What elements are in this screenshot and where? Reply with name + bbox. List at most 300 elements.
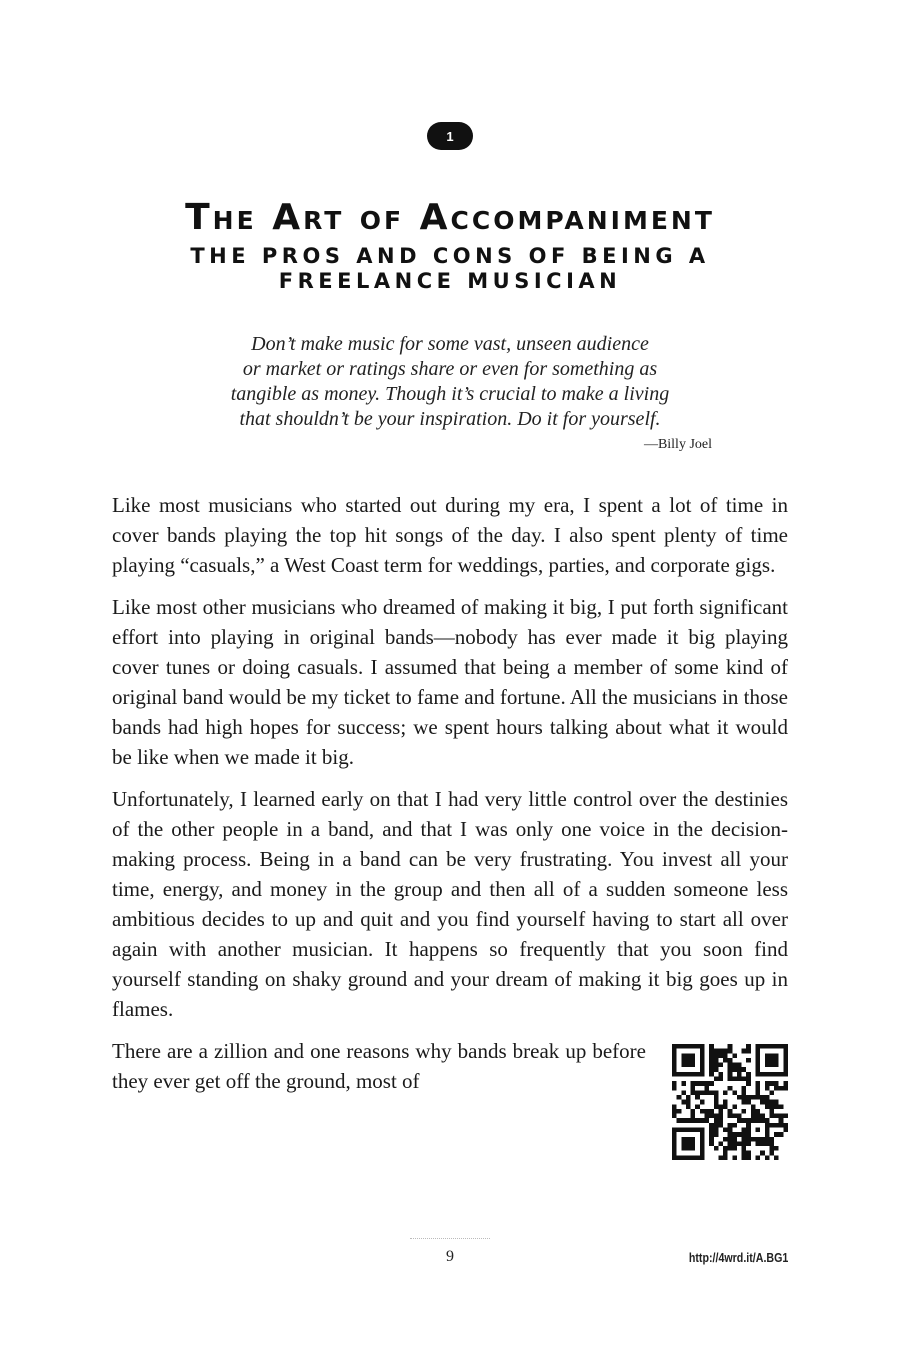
qr-module [756,1118,761,1123]
qr-module [774,1155,779,1160]
qr-module [686,1146,691,1151]
qr-module [732,1063,737,1068]
qr-module [732,1137,737,1142]
qr-module [691,1081,696,1086]
page-number: 9 [446,1248,454,1265]
qr-module [672,1151,677,1156]
qr-module [681,1081,686,1086]
qr-module [746,1132,751,1137]
qr-module [686,1053,691,1058]
qr-module [774,1123,779,1128]
qr-module [732,1053,737,1058]
qr-module [774,1114,779,1119]
qr-module [681,1146,686,1151]
chapter-body [112,490,788,1166]
qr-module [737,1095,742,1100]
qr-module [714,1090,719,1095]
qr-module [704,1109,709,1114]
qr-module [709,1058,714,1063]
qr-module [742,1146,747,1151]
qr-module [728,1072,733,1077]
qr-module [709,1063,714,1068]
qr-module [718,1053,723,1058]
qr-module [779,1118,784,1123]
qr-module [714,1100,719,1105]
qr-module [737,1132,742,1137]
qr-module [681,1053,686,1058]
qr-module [751,1109,756,1114]
qr-module [704,1090,709,1095]
qr-module [746,1076,751,1081]
qr-module [677,1155,682,1160]
qr-module [709,1081,714,1086]
qr-module [756,1053,761,1058]
qr-module [765,1132,770,1137]
qr-module [700,1063,705,1068]
epigraph-attribution: —Billy Joel [643,437,712,452]
qr-module [718,1104,723,1109]
qr-module [704,1081,709,1086]
qr-module [709,1072,714,1077]
epigraph-line: Don’t make music for some vast, unseen audience [251,333,649,355]
qr-module [691,1053,696,1058]
qr-module [695,1155,700,1160]
qr-code-icon[interactable] [672,1044,788,1160]
qr-module [783,1049,788,1054]
qr-module [783,1128,788,1133]
qr-module [760,1072,765,1077]
qr-module [704,1086,709,1091]
body-paragraph: Like most other musicians who dreamed of making it big, I put forth significant effort into playing in original bands—nobody has ever made it big playing cover tunes or doing casuals. I assumed that being a member of some kind of original band would be my ticket to fame and fortune. All the musicians in those bands had high hopes for success; we spent hours talking about what it would be like when we made it big. [112,595,788,769]
qr-module [686,1128,691,1133]
qr-module [672,1137,677,1142]
qr-module [732,1123,737,1128]
qr-module [769,1109,774,1114]
qr-module [709,1141,714,1146]
qr-module [700,1137,705,1142]
qr-module [765,1081,770,1086]
qr-module [709,1114,714,1119]
qr-module [686,1063,691,1068]
qr-module [691,1109,696,1114]
qr-module [742,1076,747,1081]
qr-module [681,1100,686,1105]
qr-module [774,1044,779,1049]
qr-module [677,1109,682,1114]
qr-module [691,1086,696,1091]
qr-module [769,1123,774,1128]
qr-module [746,1141,751,1146]
qr-module [718,1123,723,1128]
qr-module [714,1095,719,1100]
qr-module [672,1132,677,1137]
qr-module [742,1128,747,1133]
qr-module [783,1067,788,1072]
qr-module [779,1086,784,1091]
qr-module [672,1146,677,1151]
qr-module [742,1155,747,1160]
qr-module [760,1044,765,1049]
qr-module [714,1114,719,1119]
qr-module [681,1044,686,1049]
qr-module [691,1058,696,1063]
qr-module [737,1118,742,1123]
qr-module [769,1044,774,1049]
qr-module [672,1067,677,1072]
qr-module [728,1132,733,1137]
qr-module [718,1118,723,1123]
qr-module [691,1141,696,1146]
qr-module [756,1058,761,1063]
qr-module [695,1072,700,1077]
qr-module [695,1128,700,1133]
qr-module [769,1100,774,1105]
qr-module [709,1132,714,1137]
qr-module [774,1146,779,1151]
qr-module [718,1114,723,1119]
qr-module [700,1118,705,1123]
qr-module [769,1114,774,1119]
qr-module [742,1067,747,1072]
qr-module [756,1044,761,1049]
qr-module [714,1104,719,1109]
qr-module [732,1090,737,1095]
qr-module [681,1072,686,1077]
qr-module [728,1067,733,1072]
qr-module [677,1128,682,1133]
qr-module [686,1044,691,1049]
qr-module [691,1072,696,1077]
qr-module [756,1067,761,1072]
qr-module [695,1095,700,1100]
qr-module [695,1104,700,1109]
qr-module [774,1058,779,1063]
qr-module [732,1141,737,1146]
qr-module [700,1049,705,1054]
qr-module [709,1044,714,1049]
qr-module [746,1155,751,1160]
qr-module [718,1141,723,1146]
qr-module [779,1123,784,1128]
qr-module [709,1128,714,1133]
qr-module [765,1095,770,1100]
qr-module [672,1072,677,1077]
qr-module [756,1072,761,1077]
qr-module [774,1132,779,1137]
qr-module [728,1049,733,1054]
qr-module [728,1137,733,1142]
qr-module [765,1118,770,1123]
qr-module [700,1155,705,1160]
qr-module [765,1100,770,1105]
qr-module [732,1067,737,1072]
qr-module [769,1151,774,1156]
qr-module [774,1063,779,1068]
qr-module [765,1104,770,1109]
qr-module [681,1141,686,1146]
qr-module [760,1137,765,1142]
qr-module [718,1076,723,1081]
qr-module [760,1095,765,1100]
qr-module [779,1072,784,1077]
qr-module [728,1141,733,1146]
qr-module [728,1044,733,1049]
qr-module [746,1049,751,1054]
qr-module [765,1053,770,1058]
qr-module [714,1053,719,1058]
qr-module [742,1086,747,1091]
qr-module [728,1063,733,1068]
qr-module [732,1132,737,1137]
footer-divider [410,1238,490,1239]
qr-module [718,1109,723,1114]
qr-module [746,1081,751,1086]
qr-module [746,1095,751,1100]
qr-module [700,1128,705,1133]
qr-module [756,1109,761,1114]
qr-module [700,1132,705,1137]
qr-module [677,1072,682,1077]
qr-module [765,1141,770,1146]
footer-link[interactable]: http://4wrd.it/A.BG1 [688,1250,788,1265]
qr-module [765,1058,770,1063]
qr-module [686,1072,691,1077]
qr-module [746,1151,751,1156]
qr-module [672,1049,677,1054]
qr-module [737,1063,742,1068]
qr-module [732,1114,737,1119]
qr-module [783,1058,788,1063]
qr-module [686,1118,691,1123]
qr-module [783,1081,788,1086]
qr-module [742,1109,747,1114]
qr-module [691,1063,696,1068]
qr-module [704,1118,709,1123]
epigraph-line: tangible as money. Though it’s crucial to make a living [230,383,670,405]
qr-module [677,1118,682,1123]
qr-module [681,1128,686,1133]
qr-module [765,1128,770,1133]
qr-module [765,1137,770,1142]
qr-module [691,1090,696,1095]
qr-module [672,1114,677,1119]
qr-module [672,1109,677,1114]
qr-module [672,1063,677,1068]
qr-module [742,1090,747,1095]
qr-module [672,1044,677,1049]
qr-module [681,1137,686,1142]
qr-module [681,1118,686,1123]
qr-module [742,1141,747,1146]
qr-module [709,1067,714,1072]
qr-module [681,1155,686,1160]
qr-module [783,1086,788,1091]
qr-module [746,1072,751,1077]
qr-module [756,1081,761,1086]
qr-module [783,1114,788,1119]
qr-module [728,1128,733,1133]
qr-module [700,1100,705,1105]
qr-module [728,1109,733,1114]
qr-module [756,1049,761,1054]
qr-module [756,1114,761,1119]
qr-module [732,1104,737,1109]
qr-module [751,1118,756,1123]
qr-module [714,1049,719,1054]
qr-module [672,1104,677,1109]
qr-module [695,1118,700,1123]
qr-module [691,1155,696,1160]
qr-module [746,1123,751,1128]
qr-module [718,1155,723,1160]
qr-module [783,1123,788,1128]
qr-module [742,1095,747,1100]
qr-module [672,1141,677,1146]
qr-module [672,1081,677,1086]
qr-module [769,1063,774,1068]
qr-module [732,1146,737,1151]
qr-module [700,1141,705,1146]
qr-module [700,1090,705,1095]
qr-module [709,1123,714,1128]
qr-module [700,1058,705,1063]
body-paragraph: Like most musicians who started out during my era, I spent a lot of time in cover bands playing the top hit songs of the day. I also spent plenty of time playing “casuals,” a West Coast term for weddings, parties, and corporate gigs. [112,493,788,577]
qr-module [779,1104,784,1109]
qr-module [751,1095,756,1100]
qr-module [774,1053,779,1058]
qr-module [686,1100,691,1105]
qr-module [769,1058,774,1063]
qr-module [691,1044,696,1049]
qr-module [751,1114,756,1119]
qr-module [760,1151,765,1156]
qr-module [728,1058,733,1063]
qr-module [691,1137,696,1142]
qr-module [742,1100,747,1105]
qr-module [723,1151,728,1156]
qr-module [769,1072,774,1077]
qr-module [686,1155,691,1160]
qr-module [709,1137,714,1142]
qr-module [728,1076,733,1081]
qr-module [714,1058,719,1063]
qr-module [783,1044,788,1049]
qr-module [677,1044,682,1049]
qr-module [756,1063,761,1068]
epigraph-line: that shouldn’t be your inspiration. Do it for yourself. [239,408,661,430]
qr-module [774,1072,779,1077]
qr-module [714,1076,719,1081]
epigraph-quote [180,332,720,432]
qr-module [746,1137,751,1142]
qr-module [714,1118,719,1123]
qr-module [756,1095,761,1100]
chapter-number-badge: 1 [427,122,473,150]
qr-module [723,1155,728,1160]
qr-module [691,1128,696,1133]
qr-module [765,1155,770,1160]
qr-module [691,1146,696,1151]
qr-module [746,1100,751,1105]
qr-module [700,1044,705,1049]
body-paragraph: There are a zillion and one reasons why bands break up before they ever get off the ground, most of [112,1039,646,1093]
qr-module [765,1072,770,1077]
qr-module [704,1114,709,1119]
qr-module [779,1132,784,1137]
qr-module [686,1141,691,1146]
qr-module [691,1114,696,1119]
qr-module [765,1123,770,1128]
qr-module [774,1086,779,1091]
qr-module [774,1104,779,1109]
qr-module [709,1049,714,1054]
qr-module [783,1053,788,1058]
qr-module [723,1100,728,1105]
qr-module [769,1141,774,1146]
qr-module [746,1118,751,1123]
qr-module [760,1141,765,1146]
qr-module [756,1090,761,1095]
qr-module [769,1090,774,1095]
qr-module [686,1137,691,1142]
qr-module [765,1086,770,1091]
qr-module [723,1137,728,1142]
qr-module [723,1104,728,1109]
epigraph-line: or market or ratings share or even for something as [242,358,658,380]
qr-module [756,1141,761,1146]
qr-module [714,1063,719,1068]
qr-module [756,1086,761,1091]
qr-module [774,1081,779,1086]
qr-module [779,1114,784,1119]
qr-module [700,1109,705,1114]
qr-module [769,1053,774,1058]
qr-module [700,1067,705,1072]
qr-module [700,1072,705,1077]
qr-module [769,1081,774,1086]
qr-module [686,1095,691,1100]
chapter-subtitle: THE PROS AND CONS OF BEING A FREELANCE MUSICIAN [190,244,710,293]
qr-module [672,1058,677,1063]
qr-module [723,1053,728,1058]
qr-module [709,1109,714,1114]
qr-module [742,1151,747,1156]
qr-module [737,1076,742,1081]
qr-module [769,1104,774,1109]
qr-module [672,1128,677,1133]
qr-module [751,1137,756,1142]
qr-module [677,1095,682,1100]
qr-module [691,1118,696,1123]
qr-module [718,1049,723,1054]
chapter-title: The Art of Accompaniment [185,197,715,238]
qr-module [756,1155,761,1160]
qr-module [751,1104,756,1109]
qr-module [723,1090,728,1095]
qr-module [709,1053,714,1058]
qr-module [742,1137,747,1142]
qr-module [765,1044,770,1049]
qr-module [681,1090,686,1095]
qr-module [737,1067,742,1072]
qr-module [746,1058,751,1063]
body-paragraph: Unfortunately, I learned early on that I had very little control over the destinies of the other people in a band, and that I was only one voice in the decision-making process. Being in a band can be very frustrating. You invest all your time, energy, and money in the group and then all of a sudden someone less ambitious decides to up and quit and you find yourself having to start all over again with another musician. It happens so frequently that you soon find yourself standing on shaky ground and your dream of making it big goes up in flames. [112,787,788,1021]
qr-module [746,1128,751,1133]
qr-module [756,1128,761,1133]
qr-module [746,1044,751,1049]
qr-module [728,1146,733,1151]
qr-module [714,1146,719,1151]
